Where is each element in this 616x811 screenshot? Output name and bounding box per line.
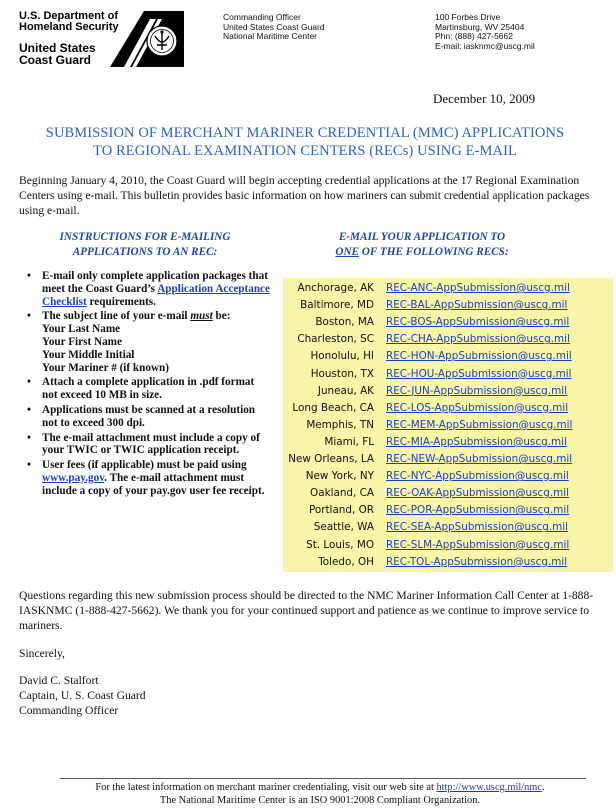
rec-email-link[interactable]: REC-SEA-AppSubmission@uscg.mil [386,521,568,534]
rec-city: Oakland, CA [310,487,374,500]
uscg-line1: United States [19,41,96,55]
rec-email-link[interactable]: REC-TOL-AppSubmission@uscg.mil [386,555,568,568]
recs-heading-one: ONE [335,246,359,258]
office-line1: Commanding Officer [223,12,301,22]
rec-city: Juneau, AK [317,384,374,397]
rec-city: Boston, MA [315,316,374,329]
recs-heading [287,230,557,260]
instructions-heading-line2: APPLICATIONS TO AN REC: [72,246,218,258]
rec-email-link[interactable]: REC-NYC-AppSubmission@uscg.mil [386,470,569,483]
coast-guard-seal-icon [110,11,184,67]
rec-email-link[interactable]: REC-SLM-AppSubmission@uscg.mil [386,538,570,551]
rec-email-link[interactable]: REC-BAL-AppSubmission@uscg.mil [386,299,568,312]
recs-heading-line1: E-MAIL YOUR APPLICATION TO [338,231,506,243]
mailing-address [435,13,535,51]
dhs-line1: U.S. Department of [19,10,119,22]
recs-heading-rest: OF THE FOLLOWING RECS: [359,246,509,258]
addr-line2: Martinsburg, WV 25404 [435,21,525,32]
list-item [22,459,272,497]
rec-row [283,434,613,451]
footer-line2: The National Maritime Center is an ISO 9001:2008 Compliant Organization. [159,794,481,806]
uscg-line2: Coast Guard [19,53,92,67]
footer-text: For the latest information on merchant mariner credentialing, visit our web site at [95,782,437,793]
bullet-text: E-mail only complete application packages that meet the Coast Guard’s [42,270,268,295]
rec-email-link[interactable]: REC-BOS-AppSubmission@uscg.mil [386,316,570,329]
signature-block [19,673,146,718]
closing: Sincerely, [19,647,65,660]
rec-row [283,297,613,314]
questions-paragraph: Questions regarding this new submission process should be directed to the NMC Mariner Information Call Center at 1-888-IASKNMC (1-888-427-5662). We thank you for your continued support and patience as we continue to improve service to mariners. [19,589,594,632]
rec-city: Seattle, WA [313,521,374,534]
signer-title: Captain, U. S. Coast Guard [19,689,146,702]
rec-city: Anchorage, AK [297,282,374,294]
pay-gov-link[interactable]: www.pay.gov [42,471,105,484]
emphasis-must: must [190,310,213,323]
rec-row [283,383,613,400]
rec-city: New Orleans, LA [288,453,374,465]
rec-row [283,485,613,502]
list-item [22,310,272,374]
bullet-text: be: [212,310,231,323]
rec-city: New York, NY [305,470,374,483]
signer-name: David C. Stalfort [19,674,99,687]
list-item: • Attach a complete application in .pdf format not exceed 10 MB in size. [22,376,272,402]
rec-city: St. Louis, MO [306,538,374,551]
acceptance-checklist-link[interactable]: Application Acceptance Checklist [42,282,270,308]
footer [40,782,600,807]
bullet-text: User fees (if applicable) must be paid using [42,459,247,472]
bullet-text: . The e-mail attachment must include a copy of your pay.gov user fee receipt. [42,471,265,497]
subject-first-name: Your First Name [42,335,122,348]
rec-city: Charleston, SC [297,333,374,346]
rec-email-link[interactable]: REC-JUN-AppSubmission@uscg.mil [386,384,567,397]
rec-row [283,451,613,468]
rec-row [283,280,613,297]
rec-row [283,400,613,417]
rec-email-link[interactable]: REC-HOU-AppSubmission@uscg.mil [386,367,572,380]
rec-email-link[interactable]: REC-LOS-AppSubmission@uscg.mil [386,401,569,414]
rec-email-link[interactable]: REC-MIA-AppSubmission@uscg.mil [386,435,567,448]
rec-email-link[interactable]: REC-OAK-AppSubmission@uscg.mil [386,487,570,500]
rec-row [283,468,613,485]
signer-role: Commanding Officer [19,704,119,717]
rec-city: Houston, TX [310,367,374,380]
rec-email-link[interactable]: REC-HON-AppSubmission@uscg.mil [386,350,572,363]
rec-row [283,554,613,571]
list-item: • The e-mail attachment must include a copy of your TWIC or TWIC application receipt. [22,432,272,458]
rec-email-link[interactable]: REC-POR-AppSubmission@uscg.mil [386,504,570,517]
bullet-text: requirements. [86,295,156,308]
rec-row [283,537,613,554]
rec-city: Long Beach, CA [292,401,374,414]
rec-city: Miami, FL [324,435,374,448]
rec-row [283,519,613,536]
addr-line4: E-mail: iasknmc@uscg.mil [435,40,535,51]
subject-mariner-number: Your Mariner # (if known) [42,361,169,374]
addr-line3: Phn: (888) 427-5662 [435,31,513,41]
page-title [15,124,595,160]
intro-paragraph: Beginning January 4, 2010, the Coast Guard will begin accepting credential applications at the 17 Regional Examination Centers using e-mail. This bulletin provides basic information on how mariners can submit credential application packages using e-mail. [19,174,590,217]
footer-line1 [40,782,600,795]
office-address [223,13,325,42]
rec-city: Memphis, TN [306,418,374,431]
rec-email-link[interactable]: REC-MEM-AppSubmission@uscg.mil [386,418,573,431]
instructions-list [22,270,272,500]
bullet-text: The subject line of your e-mail [42,310,191,323]
recs-heading-line2 [287,245,557,260]
nmc-website-link[interactable]: http://www.uscg.mil/nmc [436,782,542,793]
rec-email-link[interactable]: REC-NEW-AppSubmission@uscg.mil [386,453,573,465]
list-item [22,270,272,308]
rec-row [283,366,613,383]
instructions-heading [30,230,260,260]
rec-row [283,502,613,519]
rec-row [283,314,613,331]
title-line1: SUBMISSION OF MERCHANT MARINER CREDENTIAL (MMC) APPLICATIONS [45,125,565,141]
letter-date: December 10, 2009 [433,91,536,106]
dhs-line2: Homeland Security [19,21,119,33]
rec-email-link[interactable]: REC-CHA-AppSubmission@uscg.mil [386,333,570,346]
rec-city: Portland, OR [308,504,374,517]
subject-last-name: Your Last Name [42,323,121,336]
rec-city: Honolulu, HI [310,350,374,363]
list-item: • Applications must be scanned at a resolution not to exceed 300 dpi. [22,404,272,430]
rec-city: Toledo, OH [318,555,374,568]
rec-email-link[interactable]: REC-ANC-AppSubmission@uscg.mil [386,282,570,294]
rec-row [283,348,613,365]
rec-row [283,417,613,434]
footer-text: . [542,782,545,793]
addr-line1: 100 Forbes Drive [435,12,501,22]
rec-row [283,331,613,348]
footer-divider [60,778,586,779]
title-line2: TO REGIONAL EXAMINATION CENTERS (RECs) USING E-MAIL [93,143,517,159]
instructions-heading-line1: INSTRUCTIONS FOR E-MAILING [59,231,231,243]
office-line2: United States Coast Guard [223,21,325,32]
office-line3: National Maritime Center [223,31,318,41]
subject-middle-initial: Your Middle Initial [42,348,135,361]
rec-city: Baltimore, MD [300,299,374,312]
